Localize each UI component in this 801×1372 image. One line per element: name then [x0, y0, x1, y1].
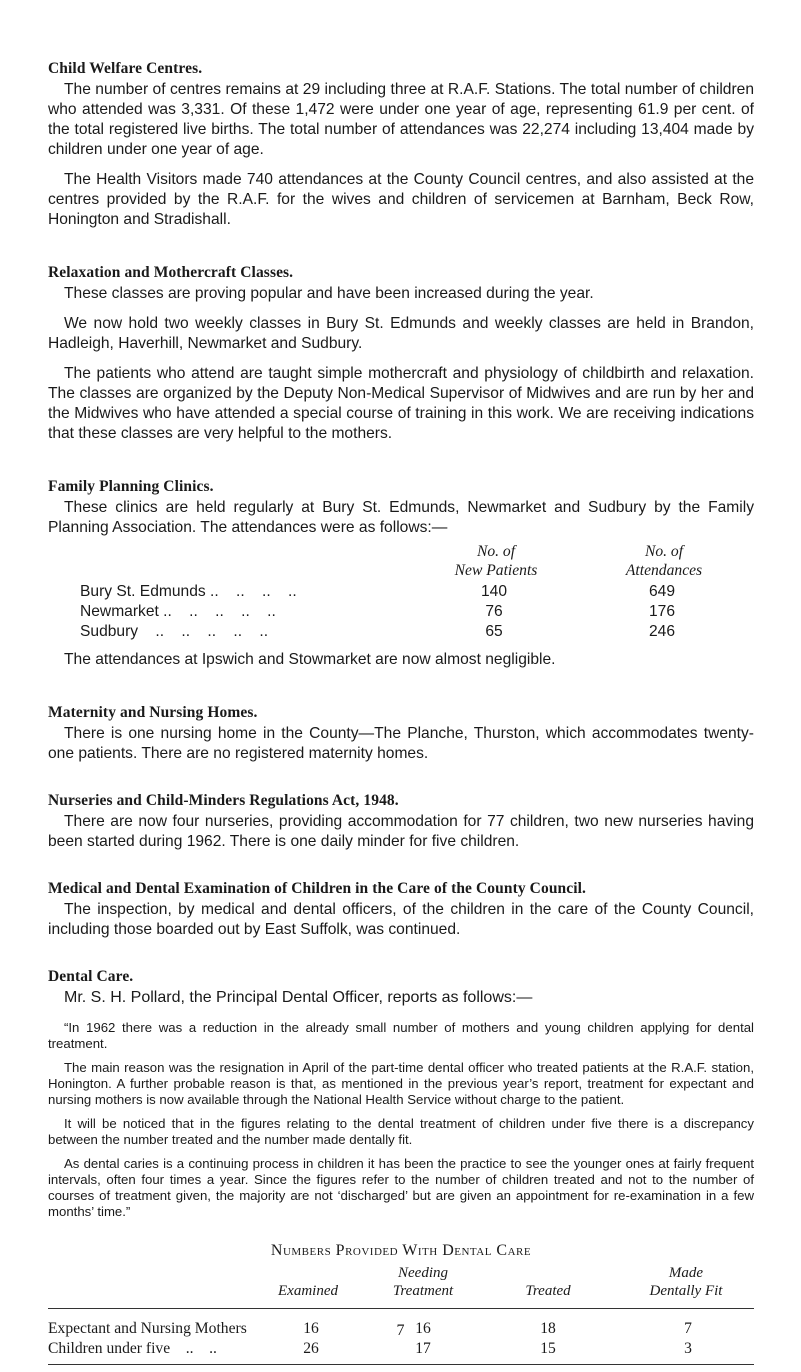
place-name: Bury St. Edmunds .. .. .. ..: [80, 583, 297, 600]
paragraph: There is one nursing home in the County—The Planche, Thurston, which accommodates twenty-one patients. There are no registered maternity homes.: [48, 725, 754, 762]
examined-value: 16: [303, 1320, 319, 1337]
header-line: No. of: [644, 543, 684, 560]
paragraph: The number of centres remains at 29 including three at R.A.F. Stations. The total number of children who attended was 3,331. Of these 1,472 were under one year of age, representing 61.9 per cent. of the total registered live births. The total number of attendances was 22,274 including 13,404 made by children under one year of age.: [48, 81, 754, 158]
family-planning-table: [48, 538, 754, 650]
needing-value: 17: [415, 1340, 431, 1357]
treated-value: 18: [540, 1320, 556, 1337]
paragraph: These clinics are held regularly at Bury St. Edmunds, Newmarket and Sudbury by the Family Planning Association. The attendances were as follows:—: [48, 499, 754, 536]
table-rule: [48, 1308, 754, 1309]
paragraph: These classes are proving popular and have been increased during the year.: [64, 285, 594, 302]
section-heading-relaxation: Relaxation and Mothercraft Classes.: [48, 264, 294, 281]
column-header-treated: Treated: [525, 1283, 571, 1299]
row-label: Children under five .. ..: [48, 1340, 217, 1357]
paragraph: The Health Visitors made 740 attendances at the County Council centres, and also assisted at the centres provided by the R.A.F. for the wives and children of servicemen at Barnham, Beck Row, Honington and Stradishall.: [48, 171, 754, 228]
paragraph: The patients who attend are taught simple mothercraft and physiology of childbirth and relaxation. The classes are organized by the Deputy Non-Medical Supervisor of Midwives and are run by her and the Midwives who have attended a special course of training in this work. We are receiving indications that these classes are very helpful to the mothers.: [48, 365, 754, 442]
header-line: Dentally Fit: [649, 1283, 723, 1299]
row-label: Expectant and Nursing Mothers: [48, 1320, 247, 1337]
paragraph: There are now four nurseries, providing accommodation for 77 children, two new nurseries having been started during 1962. There is one daily minder for five children.: [48, 813, 754, 850]
treated-value: 15: [540, 1340, 556, 1357]
column-header-examined: Examined: [278, 1283, 338, 1299]
dental-care-table: [48, 1264, 754, 1372]
paragraph: The inspection, by medical and dental officers, of the children in the care of the County Council, including those boarded out by East Suffolk, was continued.: [48, 901, 754, 938]
made-fit-value: 7: [684, 1320, 692, 1337]
quote-paragraph: The main reason was the resignation in April of the part-time dental officer who treated patients at the R.A.F. station, Honington. A further probable reason is that, as mentioned in the previous year’s report, treatment for expectant and nursing mothers is now available through the National Health Service without charge to the patient.: [48, 1060, 754, 1107]
needing-value: 16: [415, 1320, 431, 1337]
header-line: New Patients: [454, 562, 538, 579]
quote-paragraph: “In 1962 there was a reduction in the already small number of mothers and young children applying for dental treatment.: [48, 1020, 754, 1051]
section-heading-dental: Dental Care.: [48, 968, 134, 985]
attendances-value: 649: [648, 583, 676, 600]
new-patients-value: 76: [485, 603, 503, 620]
column-header-new-patients: [436, 542, 556, 580]
paragraph: Mr. S. H. Pollard, the Principal Dental Officer, reports as follows:—: [64, 989, 533, 1006]
header-line: Attendances: [625, 562, 703, 579]
table-title: Numbers Provided With Dental Care: [270, 1242, 532, 1259]
section-heading-family-planning: Family Planning Clinics.: [48, 478, 214, 495]
attendances-value: 176: [648, 603, 676, 620]
paragraph: The attendances at Ipswich and Stowmarket are now almost negligible.: [64, 651, 556, 668]
section-heading-nurseries: Nurseries and Child-Minders Regulations Act, 1948.: [48, 792, 399, 809]
section-heading-maternity: Maternity and Nursing Homes.: [48, 704, 258, 721]
made-fit-value: 3: [684, 1340, 692, 1357]
new-patients-value: 140: [480, 583, 508, 600]
column-header-needing-treatment: [358, 1264, 488, 1300]
page-number: 7: [396, 1322, 405, 1339]
header-line: Made: [668, 1265, 704, 1281]
new-patients-value: 65: [485, 623, 503, 640]
quote-paragraph: It will be noticed that in the figures relating to the dental treatment of children under five there is a discrepancy between the number treated and the number made dentally fit.: [48, 1116, 754, 1147]
paragraph: We now hold two weekly classes in Bury St. Edmunds and weekly classes are held in Brandon, Hadleigh, Haverhill, Newmarket and Sudbury.: [48, 315, 754, 352]
header-line: No. of: [476, 543, 516, 560]
header-line: Needing: [398, 1265, 448, 1281]
document-page: [48, 60, 754, 1372]
section-heading-medical: Medical and Dental Examination of Children in the Care of the County Council.: [48, 880, 587, 897]
place-name: Newmarket .. .. .. .. ..: [80, 603, 276, 620]
column-header-dentally-fit: [618, 1264, 754, 1300]
examined-value: 26: [303, 1340, 319, 1357]
section-heading-child-welfare: Child Welfare Centres.: [48, 60, 203, 77]
header-line: Treatment: [392, 1283, 454, 1299]
table-rule: [48, 1364, 754, 1365]
place-name: Sudbury .. .. .. .. ..: [80, 623, 269, 640]
quote-paragraph: As dental caries is a continuing process in children it has been the practice to see the younger ones at fairly frequent intervals, often four times a year. Since the figures refer to the number of children treated and not to the number of courses of treatment given, the majority are not ‘discharged’ but are given an appointment for re-examination in a few months’ time.”: [48, 1156, 754, 1219]
column-header-attendances: [594, 542, 734, 580]
attendances-value: 246: [648, 623, 676, 640]
